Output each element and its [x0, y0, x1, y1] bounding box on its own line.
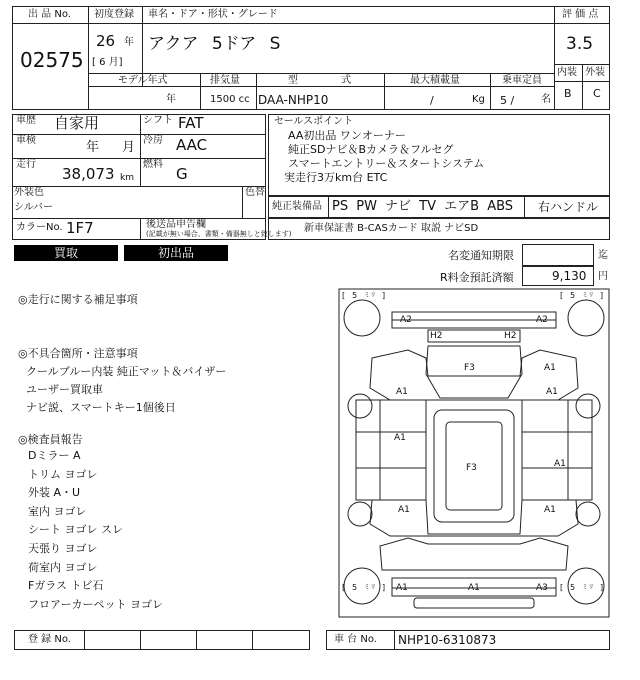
defects-label: ◎不具合箇所・注意事項: [18, 347, 138, 360]
tire-fl: 5: [352, 291, 358, 300]
recycle-label: R料金預託済額: [440, 271, 514, 284]
car-label: 車名・ドア・形状・グレード: [148, 9, 278, 20]
displacement: 1500 cc: [210, 94, 250, 105]
damage-mark: A3: [536, 583, 548, 593]
model-year-label: モデル年式: [118, 75, 168, 86]
inspector-line: フロアーカーペット ヨゴレ: [28, 597, 163, 611]
color-no: 1F7: [66, 219, 94, 237]
sales-point-line: スマートエントリー＆スタートシステム: [288, 157, 485, 170]
inspector-line: トリム ヨゴレ: [28, 467, 98, 481]
damage-mark: A1: [396, 387, 408, 397]
svg-text:[: [: [342, 291, 346, 300]
shift: FAT: [178, 114, 204, 132]
recycle-unit: 円: [598, 271, 608, 282]
damage-mark: H2: [504, 331, 517, 341]
odometer-label: 名変通知期限: [448, 249, 514, 262]
displacement-label: 排気量: [210, 75, 240, 86]
history: 自家用: [54, 114, 100, 132]
equipment-label: 純正装備品: [272, 201, 322, 212]
sales-points-label: セールスポイント: [274, 116, 354, 127]
inspector-line: 天張り ヨゴレ: [28, 542, 98, 555]
first-reg-label: 初度登録: [94, 9, 134, 20]
car-name: アクア 5ドア S: [148, 34, 281, 54]
aftermarket-note: (記載が無い場合、書類・備器無しと致します): [146, 230, 292, 238]
aftermarket-label: 後送品申告欄: [146, 219, 206, 230]
mileage: 38,073: [62, 165, 115, 183]
tire-unit-fr: ミリ: [582, 292, 595, 299]
defect-line: ナビ説、スマートキー1個後日: [26, 401, 176, 414]
tire-rr: 5: [570, 583, 576, 592]
lot-number: 02575: [20, 48, 84, 72]
svg-text:]: ]: [382, 291, 386, 300]
svg-text:[: [: [342, 583, 346, 592]
first-reg-year: 26: [96, 32, 116, 50]
inspector-line: 室内 ヨゴレ: [28, 504, 87, 518]
damage-mark: A1: [394, 433, 406, 443]
chassis: NHP10-6310873: [398, 633, 497, 647]
max-load-label: 最大積載量: [410, 75, 460, 86]
max-load-value: /: [430, 94, 434, 107]
color-no-label: カラーNo.: [16, 222, 63, 233]
max-load-unit: Kg: [472, 94, 485, 105]
year-unit: 年: [124, 37, 134, 48]
damage-mark: F3: [464, 363, 475, 373]
defect-line: ユーザー買取車: [26, 383, 103, 396]
damage-mark: H2: [430, 331, 443, 341]
color-label: 外装色: [14, 187, 44, 198]
docs-text: 新車保証書 B-CASカード 取説 ナビSD: [304, 223, 479, 234]
color-change-label: 色替: [245, 187, 265, 198]
interior-label: 内装: [557, 67, 577, 78]
model-year-unit: 年: [166, 94, 176, 105]
type-code: DAA-NHP10: [258, 93, 329, 107]
tire-unit-rr: ミリ: [582, 584, 595, 591]
damage-mark: A1: [468, 583, 480, 593]
first-reg-month: [ 6 月]: [92, 57, 123, 68]
capacity-unit: 名: [541, 94, 551, 105]
exterior-grade: C: [593, 87, 601, 100]
score: 3.5: [566, 34, 594, 54]
damage-mark: A1: [398, 505, 410, 515]
recycle-amount: 9,130: [552, 269, 587, 283]
ac-label: 冷房: [143, 135, 163, 146]
tire-unit-fl: ミリ: [364, 292, 377, 299]
tire-rl: 5: [352, 583, 358, 592]
svg-text:[: [: [560, 583, 564, 592]
inspection-month: 月: [122, 140, 136, 155]
tire-labels: [342, 291, 603, 592]
lot-label: 出 品 No.: [28, 9, 71, 20]
damage-mark: A1: [544, 363, 556, 373]
first-listing-badge: 初出品: [124, 245, 228, 261]
color: シルバー: [14, 202, 54, 213]
due-label: 迄: [598, 250, 608, 261]
odometer-box: [522, 244, 594, 266]
svg-text:]: ]: [600, 583, 604, 592]
inspector-line: Fガラス トビ石: [28, 579, 104, 593]
inspector-line: 荷室内 ヨゴレ: [28, 560, 98, 574]
damage-mark: A1: [544, 505, 556, 515]
shift-label: シフト: [143, 115, 173, 126]
mileage-label: 走行: [16, 159, 36, 170]
exterior-label: 外装: [585, 67, 605, 78]
score-label: 評 価 点: [562, 9, 599, 20]
sales-point-line: AA初出品 ワンオーナー: [288, 129, 406, 142]
damage-mark: A2: [400, 315, 412, 325]
capacity-value: 5 /: [500, 94, 515, 107]
inspector-line: 外装 A・U: [28, 486, 81, 500]
defect-line: クールブルー内装 純正マット＆バイザー: [26, 365, 227, 378]
damage-mark: A1: [396, 583, 408, 593]
car-diagram: [338, 288, 610, 618]
inspector-line: シート ヨゴレ スレ: [28, 523, 123, 537]
fuel: G: [176, 165, 188, 183]
damage-mark: A1: [554, 459, 566, 469]
svg-text:[: [: [560, 291, 564, 300]
damage-mark: A2: [536, 315, 548, 325]
steering: 右ハンドル: [538, 200, 599, 214]
capacity-label: 乗車定員: [502, 75, 542, 86]
type-label: 型 式: [288, 75, 352, 86]
inspector-line: Dミラー A: [28, 449, 81, 462]
sales-point-line: 純正SDナビ＆Bカメラ＆フルセグ: [288, 143, 454, 156]
fuel-label: 燃料: [143, 159, 163, 170]
ac: AAC: [176, 136, 208, 154]
buy-badge: 買取: [14, 245, 118, 261]
damage-mark: A1: [546, 387, 558, 397]
tire-unit-rl: ミリ: [364, 584, 377, 591]
inspection-year: 年: [86, 140, 100, 155]
interior-grade: B: [564, 87, 572, 100]
mileage-unit: km: [120, 173, 134, 183]
equipment-items: PS PW ナビ TV エアB ABS: [332, 199, 514, 214]
history-label: 車歴: [16, 115, 36, 126]
svg-text:]: ]: [600, 291, 604, 300]
svg-text:]: ]: [382, 583, 386, 592]
reg-label: 登 録 No.: [28, 634, 71, 645]
inspector-label: ◎検査員報告: [18, 433, 83, 446]
supplement-label: ◎走行に関する補足事項: [18, 293, 138, 306]
sales-point-line: 実走行3万km台 ETC: [284, 171, 388, 184]
inspection-label: 車検: [16, 135, 36, 146]
damage-mark: F3: [466, 463, 477, 473]
tire-fr: 5: [570, 291, 576, 300]
chassis-label: 車 台 No.: [334, 634, 377, 645]
